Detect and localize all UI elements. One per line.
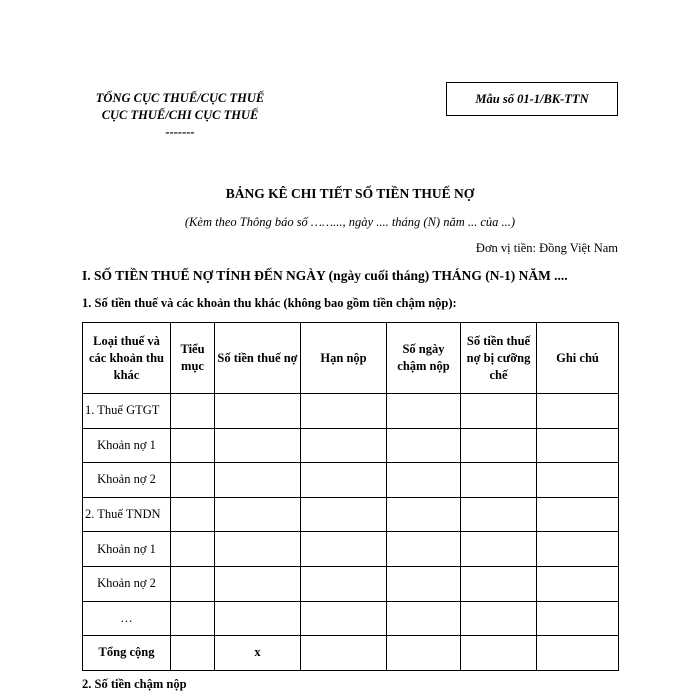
cell-sub-item bbox=[171, 394, 215, 429]
cell-due-date bbox=[301, 394, 387, 429]
tax-debt-table bbox=[82, 322, 619, 671]
cell-debt-amount bbox=[215, 428, 301, 463]
cell-notes bbox=[537, 532, 619, 567]
cell-due-date bbox=[301, 532, 387, 567]
cell-sub-item bbox=[171, 428, 215, 463]
section-1-heading: I. SỐ TIỀN THUẾ NỢ TÍNH ĐẾN NGÀY (ngày cuối tháng) THÁNG (N-1) NĂM .... bbox=[82, 268, 568, 283]
row-label: … bbox=[83, 601, 171, 636]
cell-sub-item bbox=[171, 532, 215, 567]
cell-due-date bbox=[301, 636, 387, 671]
table-row bbox=[83, 463, 619, 498]
cell-notes bbox=[537, 463, 619, 498]
cell-sub-item bbox=[171, 463, 215, 498]
header-debt-amount: Số tiền thuế nợ bbox=[215, 323, 301, 394]
issuing-authority bbox=[80, 90, 280, 141]
row-label: Khoản nợ 2 bbox=[83, 566, 171, 601]
cell-sub-item bbox=[171, 601, 215, 636]
cell-notes bbox=[537, 566, 619, 601]
section-1-1-heading: 1. Số tiền thuế và các khoản thu khác (không bao gồm tiền chậm nộp): bbox=[82, 296, 457, 310]
section-2-heading: 2. Số tiền chậm nộp bbox=[82, 677, 187, 691]
cell-enforced-amount bbox=[461, 394, 537, 429]
cell-debt-amount bbox=[215, 566, 301, 601]
cell-debt-amount bbox=[215, 601, 301, 636]
cell-enforced-amount bbox=[461, 601, 537, 636]
cell-sub-item bbox=[171, 636, 215, 671]
cell-debt-amount bbox=[215, 532, 301, 567]
row-label: Khoản nợ 2 bbox=[83, 463, 171, 498]
header-sub-item: Tiểu mục bbox=[171, 323, 215, 394]
total-row bbox=[83, 636, 619, 671]
cell-days-late bbox=[387, 463, 461, 498]
cell-days-late bbox=[387, 566, 461, 601]
cell-days-late bbox=[387, 497, 461, 532]
cell-days-late bbox=[387, 532, 461, 567]
authority-line-2: CỤC THUẾ/CHI CỤC THUẾ bbox=[101, 108, 259, 122]
authority-line-1: TỔNG CỤC THUẾ/CỤC THUẾ bbox=[95, 91, 265, 105]
cell-due-date bbox=[301, 566, 387, 601]
cell-due-date bbox=[301, 601, 387, 636]
row-label: 1. Thuế GTGT bbox=[83, 394, 171, 429]
header-notes: Ghi chú bbox=[537, 323, 619, 394]
document-title: BẢNG KÊ CHI TIẾT SỐ TIỀN THUẾ NỢ bbox=[225, 186, 475, 201]
cell-days-late bbox=[387, 394, 461, 429]
cell-enforced-amount bbox=[461, 532, 537, 567]
cell-due-date bbox=[301, 463, 387, 498]
row-label: 2. Thuế TNDN bbox=[83, 497, 171, 532]
header-tax-type: Loại thuế và các khoản thu khác bbox=[83, 323, 171, 394]
table-row bbox=[83, 497, 619, 532]
form-code-box bbox=[446, 82, 618, 116]
cell-enforced-amount bbox=[461, 463, 537, 498]
cell-sub-item bbox=[171, 497, 215, 532]
cell-debt-amount bbox=[215, 497, 301, 532]
table-header-row bbox=[83, 323, 619, 394]
authority-divider: ------- bbox=[165, 125, 195, 139]
total-debt-amount: x bbox=[215, 636, 301, 671]
row-label: Khoản nợ 1 bbox=[83, 532, 171, 567]
currency-unit: Đơn vị tiền: Đồng Việt Nam bbox=[475, 241, 618, 255]
cell-enforced-amount bbox=[461, 636, 537, 671]
header-days-late: Số ngày chậm nộp bbox=[387, 323, 461, 394]
document-subtitle: (Kèm theo Thông báo số ……..., ngày .... tháng (N) năm ... của ...) bbox=[184, 215, 516, 229]
cell-days-late bbox=[387, 428, 461, 463]
table-row bbox=[83, 601, 619, 636]
table-row bbox=[83, 394, 619, 429]
form-code: Mẫu số 01-1/BK-TTN bbox=[475, 91, 589, 106]
cell-notes bbox=[537, 601, 619, 636]
cell-notes bbox=[537, 394, 619, 429]
cell-enforced-amount bbox=[461, 428, 537, 463]
cell-notes bbox=[537, 497, 619, 532]
table-row bbox=[83, 428, 619, 463]
row-label: Khoản nợ 1 bbox=[83, 428, 171, 463]
cell-days-late bbox=[387, 636, 461, 671]
cell-debt-amount bbox=[215, 463, 301, 498]
cell-enforced-amount bbox=[461, 566, 537, 601]
total-label: Tổng cộng bbox=[83, 636, 171, 671]
header-due-date: Hạn nộp bbox=[301, 323, 387, 394]
cell-enforced-amount bbox=[461, 497, 537, 532]
cell-notes bbox=[537, 428, 619, 463]
cell-due-date bbox=[301, 497, 387, 532]
cell-due-date bbox=[301, 428, 387, 463]
header-enforced-amount: Số tiền thuế nợ bị cưỡng chế bbox=[461, 323, 537, 394]
cell-debt-amount bbox=[215, 394, 301, 429]
cell-sub-item bbox=[171, 566, 215, 601]
table-row bbox=[83, 532, 619, 567]
table-row bbox=[83, 566, 619, 601]
cell-days-late bbox=[387, 601, 461, 636]
cell-notes bbox=[537, 636, 619, 671]
